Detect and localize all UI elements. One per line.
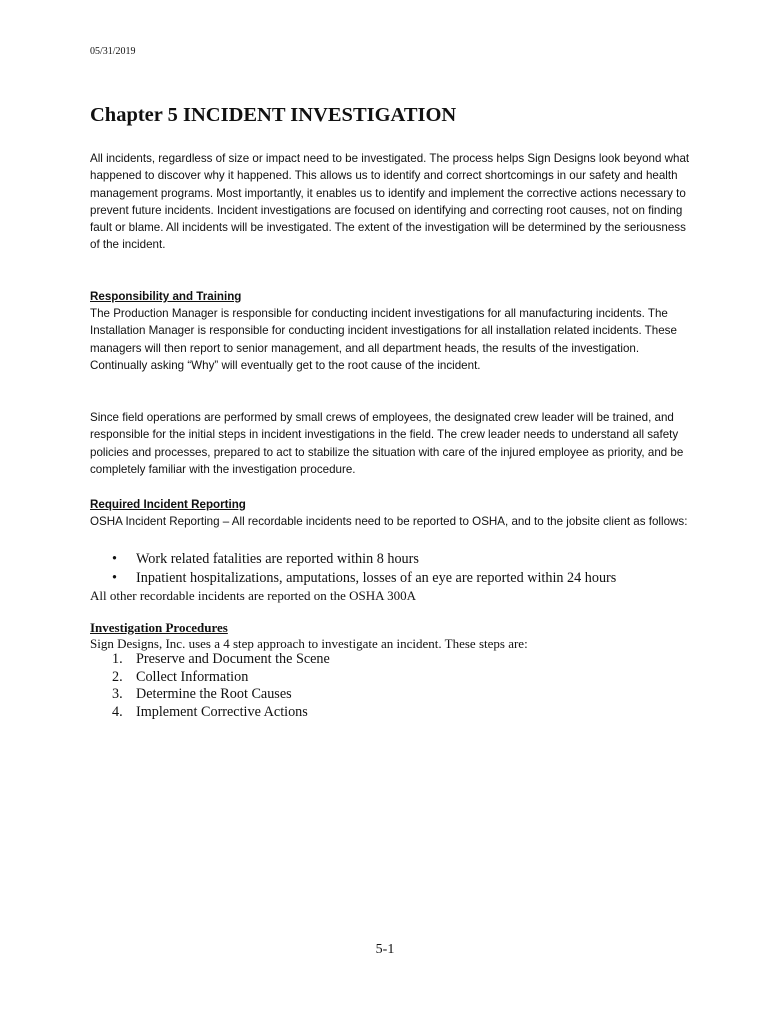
procedures-step-list <box>110 651 330 722</box>
intro-paragraph: All incidents, regardless of size or impact need to be investigated. The process helps Sign Designs look beyond what happened to discover why it happened. This allows us to identify and correct shortcomings in our safety and health management programs. Most importantly, it enables us to identify and implement the corrective actions necessary to prevent future incidents. Incident investigations are focused on identifying and correcting root causes, not on finding fault or blame. All incidents will be investigated. The extent of the investigation will be determined by the seriousness of the incident. <box>90 152 690 252</box>
page-number: 5-1 <box>375 942 395 957</box>
responsibility-paragraph-2: Since field operations are performed by small crews of employees, the designated crew leader will be trained, and responsible for the initial steps in incident investigations in the field. The crew leader needs to understand all safety policies and processes, prepared to act to stabilize the situation with care of the injured employee as priority, and be completely familiar with the investigation procedure. <box>90 411 684 476</box>
bullet-icon: • <box>112 551 117 567</box>
step-number: 1. <box>112 651 123 667</box>
responsibility-paragraph-1: The Production Manager is responsible for conducting incident investigations for all manufacturing incidents. The Installation Manager is responsible for conducting incident investigations for all installation related incidents. These managers will then report to senior management, and all department heads, the results of the investigation. Continually asking “Why” will eventually get to the root cause of the incident. <box>90 307 677 372</box>
bullet-text: Work related fatalities are reported within 8 hours <box>136 551 419 567</box>
list-item <box>110 569 616 588</box>
responsibility-heading: Responsibility and Training <box>90 290 242 303</box>
list-item <box>110 550 616 569</box>
reporting-bullet-list <box>110 550 616 588</box>
step-text: Determine the Root Causes <box>136 686 292 703</box>
step-text: Implement Corrective Actions <box>136 704 308 721</box>
reporting-other-note: All other recordable incidents are reported on the OSHA 300A <box>90 588 416 603</box>
procedures-intro: Sign Designs, Inc. uses a 4 step approach to investigate an incident. These steps are: <box>90 636 528 651</box>
list-item <box>110 651 330 669</box>
document-date: 05/31/2019 <box>90 46 136 57</box>
step-text: Preserve and Document the Scene <box>136 651 330 667</box>
chapter-title: Chapter 5 INCIDENT INVESTIGATION <box>90 104 457 126</box>
reporting-intro: OSHA Incident Reporting – All recordable incidents need to be reported to OSHA, and to the jobsite client as follows: <box>90 515 688 528</box>
bullet-icon: • <box>112 570 117 586</box>
list-item <box>110 669 330 687</box>
list-item <box>110 704 330 722</box>
list-item <box>110 686 330 704</box>
step-number: 4. <box>112 704 123 721</box>
step-number: 3. <box>112 686 123 703</box>
step-number: 2. <box>112 668 123 685</box>
step-text: Collect Information <box>136 668 249 685</box>
bullet-text: Inpatient hospitalizations, amputations, losses of an eye are reported within 24 hours <box>136 570 617 586</box>
procedures-heading: Investigation Procedures <box>90 620 228 635</box>
reporting-heading: Required Incident Reporting <box>90 498 246 511</box>
